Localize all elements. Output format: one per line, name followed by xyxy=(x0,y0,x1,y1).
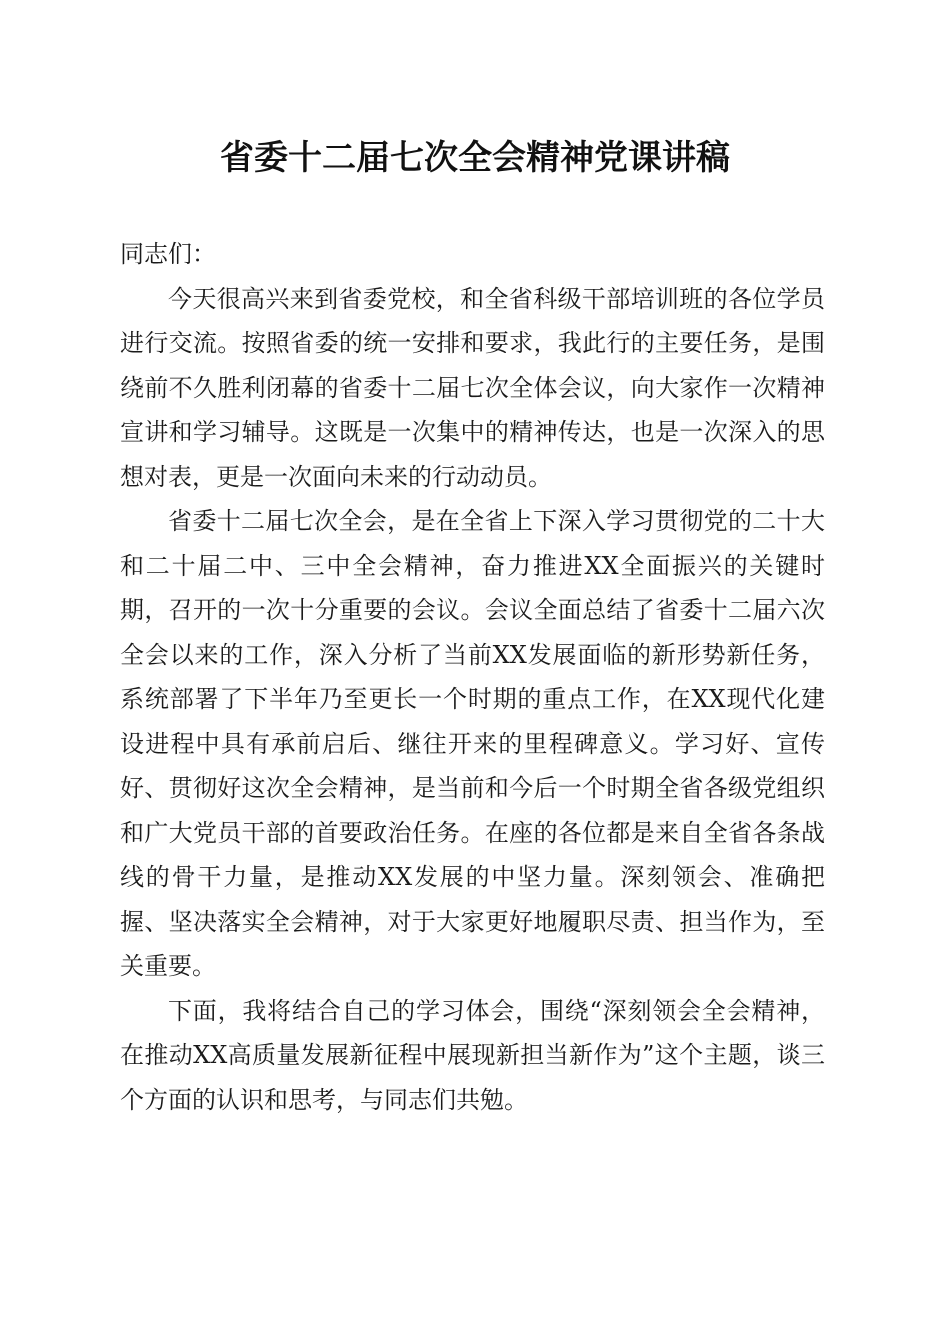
salutation: 同志们： xyxy=(120,240,216,268)
document-title: 省委十二届七次全会精神党课讲稿 xyxy=(220,138,730,178)
paragraph-intro: 今天很高兴来到省委党校，和全省科级干部培训班的各位学员进行交流。按照省委的统一安排和要求，我此行的主要任务，是围绕前不久胜利闭幕的省委十二届七次全体会议，向大家作一次精神宣讲和学习辅导。这既是一次集中的精神传达，也是一次深入的思想对表，更是一次面向未来的行动动员。 xyxy=(120,284,825,491)
paragraph-outline: 下面，我将结合自己的学习体会，围绕“深刻领会全会精神，在推动XX高质量发展新征程中展现新担当新作为”这个主题，谈三个方面的认识和思考，与同志们共勉。 xyxy=(120,996,825,1114)
document-body xyxy=(120,232,825,1122)
paragraph-background: 省委十二届七次全会，是在全省上下深入学习贯彻党的二十大和二十届二中、三中全会精神，奋力推进XX全面振兴的关键时期，召开的一次十分重要的会议。会议全面总结了省委十二届六次全会以来的工作，深入分析了当前XX发展面临的新形势新任务，系统部署了下半年乃至更长一个时期的重点工作，在XX现代化建设进程中具有承前启后、继往开来的里程碑意义。学习好、宣传好、贯彻好这次全会精神，是当前和今后一个时期全省各级党组织和广大党员干部的首要政治任务。在座的各位都是来自全省各条战线的骨干力量，是推动XX发展的中坚力量。深刻领会、准确把握、坚决落实全会精神，对于大家更好地履职尽责、担当作为，至关重要。 xyxy=(120,507,825,980)
